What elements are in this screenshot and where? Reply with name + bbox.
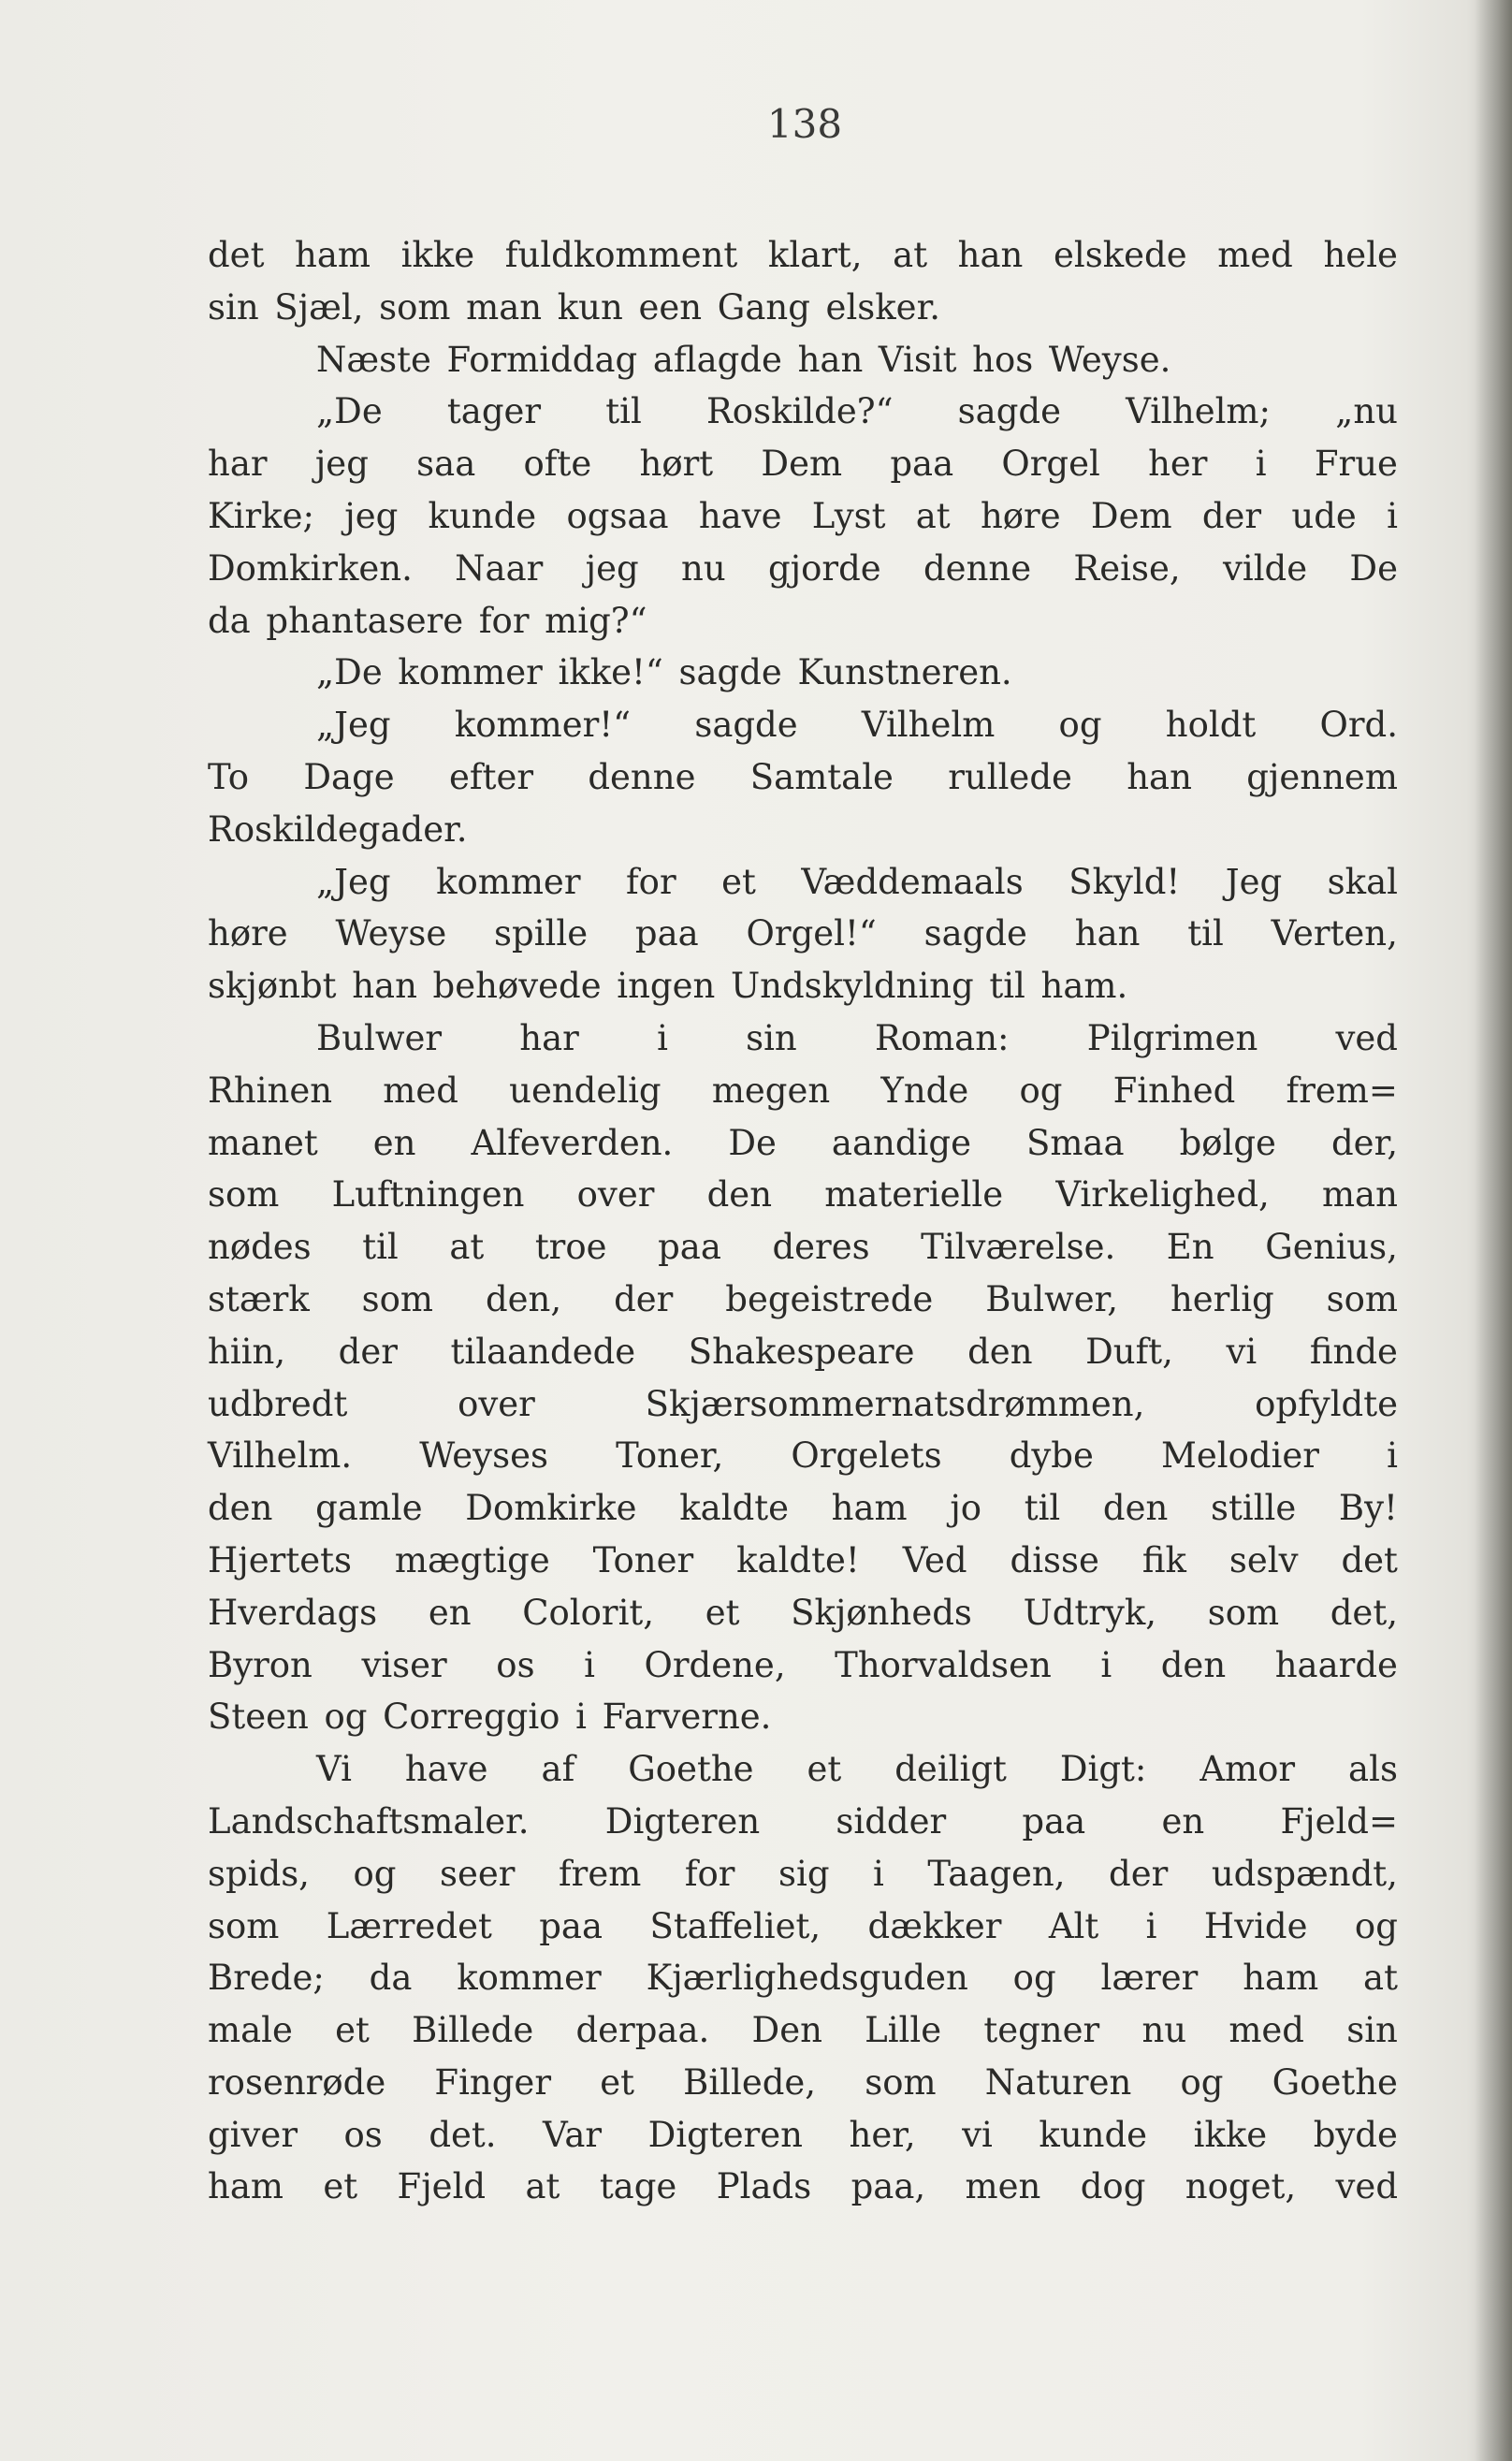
text-line: Brede; da kommer Kjærlighedsguden og lærer ham at	[208, 1958, 1398, 1999]
text-line: Landschaftsmaler. Digteren sidder paa en Fjeld=	[208, 1800, 1398, 1842]
text-line: „De kommer ikke!“ sagde Kunstneren.	[316, 652, 1012, 693]
text-line: stærk som den, der begeistrede Bulwer, herlig som	[208, 1278, 1398, 1319]
text-line: manet en Alfeverden. De aandige Smaa bølge der,	[208, 1122, 1398, 1163]
text-line: To Dage efter denne Samtale rullede han gjennem	[208, 756, 1398, 797]
text-line: Vilhelm. Weyses Toner, Orgelets dybe Melodier i	[208, 1435, 1398, 1477]
text-line: har jeg saa ofte hørt Dem paa Orgel her i Frue	[208, 444, 1398, 485]
text-line: „Jeg kommer!“ sagde Vilhelm og holdt Ord.	[316, 705, 1398, 746]
text-line: male et Billede derpaa. Den Lille tegner nu med sin	[208, 2010, 1398, 2051]
text-line: Rhinen med uendelig megen Ynde og Finhed frem=	[208, 1070, 1398, 1111]
text-line: som Luftningen over den materielle Virkelighed, man	[208, 1174, 1398, 1216]
text-line: Byron viser os i Ordene, Thorvaldsen i den haarde	[208, 1644, 1398, 1685]
text-line: spids, og seer frem for sig i Taagen, der udspændt,	[208, 1853, 1398, 1894]
text-line: rosenrøde Finger et Billede, som Naturen og Goethe	[208, 2061, 1398, 2103]
text-line: Roskildegader.	[208, 808, 468, 850]
text-line: Bulwer har i sin Roman: Pilgrimen ved	[316, 1017, 1398, 1058]
text-line: Hjertets mægtige Toner kaldte! Ved disse fik selv det	[208, 1539, 1398, 1580]
text-line: Næste Formiddag aflagde han Visit hos Weyse.	[316, 339, 1171, 380]
text-line: som Lærredet paa Staffeliet, dækker Alt i Hvide og	[208, 1905, 1398, 1946]
text-line: sin Sjæl, som man kun een Gang elsker.	[208, 286, 940, 328]
text-line: hiin, der tilaandede Shakespeare den Duft, vi finde	[208, 1331, 1398, 1372]
text-line: nødes til at troe paa deres Tilværelse. En Genius,	[208, 1227, 1398, 1268]
text-line: Steen og Correggio i Farverne.	[208, 1696, 772, 1738]
page-number: 138	[766, 101, 843, 147]
text-line: høre Weyse spille paa Orgel!“ sagde han til Verten,	[208, 913, 1398, 954]
text-line: udbredt over Skjærsommernatsdrømmen, opfyldte	[208, 1383, 1398, 1424]
text-line: Vi have af Goethe et deiligt Digt: Amor als	[316, 1749, 1398, 1790]
page-edge-shadow	[1475, 0, 1512, 2461]
text-line: ham et Fjeld at tage Plads paa, men dog noget, ved	[208, 2166, 1398, 2207]
text-line: Kirke; jeg kunde ogsaa have Lyst at høre Dem der ude i	[208, 495, 1398, 536]
text-line: da phantasere for mig?“	[208, 600, 647, 641]
body-text	[208, 229, 1398, 2213]
text-line: skjønbt han behøvede ingen Undskyldning til ham.	[208, 966, 1128, 1007]
text-line: giver os det. Var Digteren her, vi kunde ikke byde	[208, 2114, 1398, 2155]
text-line: den gamle Domkirke kaldte ham jo til den stille By!	[208, 1488, 1398, 1529]
text-line: det ham ikke fuldkomment klart, at han elskede med hele	[208, 235, 1398, 275]
text-line: Domkirken. Naar jeg nu gjorde denne Reise, vilde De	[208, 547, 1398, 589]
text-line: Hverdags en Colorit, et Skjønheds Udtryk, som det,	[208, 1592, 1398, 1633]
text-line: „De tager til Roskilde?“ sagde Vilhelm; „nu	[316, 391, 1398, 432]
text-line: „Jeg kommer for et Væddemaals Skyld! Jeg skal	[316, 861, 1398, 902]
